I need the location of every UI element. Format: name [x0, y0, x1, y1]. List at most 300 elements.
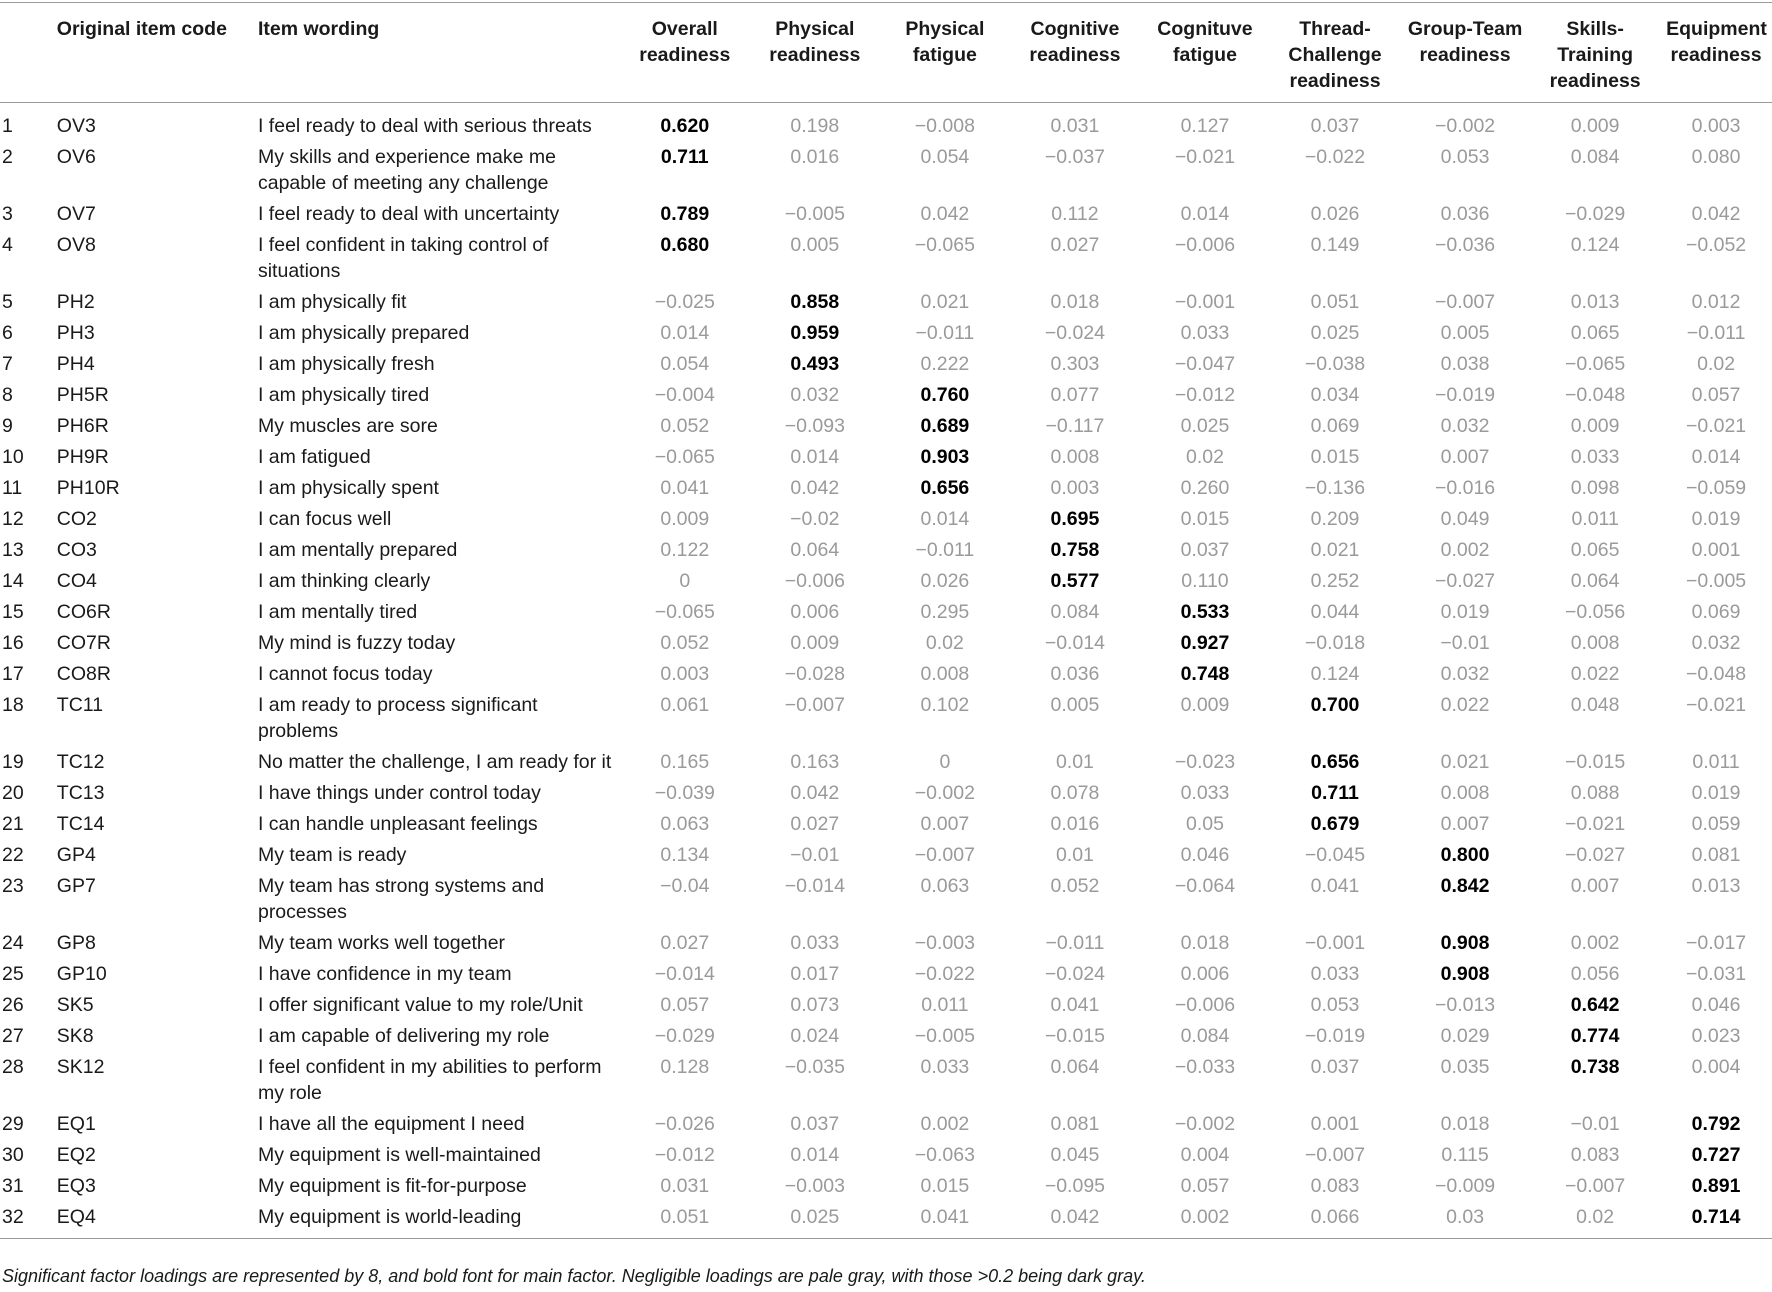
loading-cell: 0.051: [1310, 291, 1360, 313]
loading-cell: 0.011: [1692, 751, 1740, 773]
main-loading-cell: 0.858: [790, 291, 840, 313]
main-loading-cell: 0.789: [660, 203, 710, 225]
loading-cell: 0.033: [790, 932, 840, 954]
row-index: 3: [2, 203, 13, 225]
loading-cell: 0.053: [1440, 146, 1490, 168]
loading-cell: 0.260: [1180, 477, 1230, 499]
table-row: [0, 410, 1772, 441]
table-row: [0, 103, 1772, 142]
header-factor-7: Group-Team readiness: [1400, 3, 1530, 103]
loading-cell: −0.021: [1685, 415, 1747, 437]
item-wording: I cannot focus today: [257, 663, 433, 685]
loading-cell: 0.005: [1440, 322, 1490, 344]
header-index: [0, 3, 51, 103]
loading-cell: 0.003: [1691, 115, 1741, 137]
header-item-code: Original item code: [51, 3, 252, 103]
loading-cell: 0.024: [790, 1025, 840, 1047]
loading-cell: 0.059: [1691, 813, 1741, 835]
loading-cell: 0.088: [1570, 782, 1620, 804]
loading-cell: 0.124: [1310, 663, 1360, 685]
main-loading-cell: 0.620: [660, 115, 710, 137]
loading-cell: 0.007: [1570, 875, 1620, 897]
item-code: GP10: [56, 963, 107, 985]
table-row: [0, 441, 1772, 472]
loading-cell: −0.004: [654, 384, 715, 406]
row-index: 30: [2, 1144, 24, 1166]
item-code: PH5R: [56, 384, 109, 406]
loading-cell: −0.052: [1685, 234, 1747, 256]
loading-cell: 0.057: [660, 994, 710, 1016]
table-row: [0, 348, 1772, 379]
row-index: 29: [2, 1113, 24, 1135]
loading-cell: 0.018: [1050, 291, 1100, 313]
loading-cell: 0.013: [1691, 875, 1741, 897]
loading-cell: 0.032: [1440, 663, 1490, 685]
loading-cell: 0.011: [1571, 508, 1619, 530]
loading-cell: −0.011: [1686, 322, 1746, 344]
loading-cell: 0.014: [920, 508, 970, 530]
loading-cell: −0.029: [1565, 203, 1626, 225]
loading-cell: 0.083: [1570, 1144, 1620, 1166]
loading-cell: −0.002: [1434, 115, 1496, 137]
loading-cell: 0.052: [660, 632, 710, 654]
main-loading-cell: 0.959: [790, 322, 840, 344]
item-wording: I am physically fresh: [257, 353, 435, 375]
loading-cell: −0.031: [1685, 963, 1747, 985]
loading-cell: 0.01: [1055, 751, 1094, 773]
loading-cell: −0.012: [654, 1144, 715, 1166]
loading-cell: −0.013: [1434, 994, 1496, 1016]
loading-cell: 0.065: [1570, 322, 1620, 344]
loading-cell: 0.064: [1050, 1056, 1100, 1078]
loading-cell: −0.045: [1304, 844, 1366, 866]
loading-cell: −0.024: [1044, 963, 1106, 985]
main-loading-cell: 0.738: [1570, 1056, 1620, 1078]
loading-cell: 0.036: [1440, 203, 1490, 225]
loading-cell: 0.033: [1310, 963, 1360, 985]
row-index: 17: [2, 663, 24, 685]
table-row: [0, 1108, 1772, 1139]
main-loading-cell: 0.774: [1570, 1025, 1620, 1047]
item-code: PH3: [56, 322, 95, 344]
loading-cell: 0: [939, 751, 951, 773]
row-index: 1: [2, 115, 13, 137]
item-code: SK8: [56, 1025, 94, 1047]
loading-cell: 0.009: [1570, 115, 1620, 137]
item-wording: I am physically spent: [257, 477, 439, 499]
loading-cell: 0.042: [790, 782, 840, 804]
loading-cell: −0.026: [654, 1113, 715, 1135]
loading-cell: 0: [679, 570, 691, 592]
item-code: GP8: [56, 932, 96, 954]
item-code: PH6R: [56, 415, 109, 437]
loading-cell: 0.198: [790, 115, 840, 137]
loading-cell: 0.008: [920, 663, 970, 685]
loading-cell: −0.059: [1685, 477, 1747, 499]
loading-cell: 0.027: [1050, 234, 1100, 256]
loading-cell: −0.007: [1434, 291, 1496, 313]
loading-cell: −0.048: [1565, 384, 1626, 406]
loading-cell: 0.019: [1691, 508, 1741, 530]
row-index: 28: [2, 1056, 24, 1078]
main-loading-cell: 0.679: [1310, 813, 1360, 835]
loading-cell: −0.027: [1565, 844, 1626, 866]
main-loading-cell: 0.656: [1310, 751, 1360, 773]
table-footnote: Significant factor loadings are represented by 8, and bold font for main factor. Negligible loadings are pale gray, with those >0.2 being dark gray.: [2, 1266, 1146, 1286]
row-index: 21: [2, 813, 24, 835]
loading-cell: −0.007: [914, 844, 975, 866]
loading-cell: 0.069: [1691, 601, 1741, 623]
loading-cell: 0.007: [1440, 446, 1490, 468]
loading-cell: 0.042: [1010, 1201, 1140, 1239]
header-factor-5: Cognituve fatigue: [1140, 3, 1270, 103]
loading-cell: −0.007: [784, 694, 845, 716]
loading-cell: 0.016: [790, 146, 840, 168]
main-loading-cell: 0.800: [1440, 844, 1490, 866]
loading-cell: 0.112: [1051, 203, 1099, 225]
loading-cell: 0.027: [790, 813, 840, 835]
loading-cell: 0.029: [1440, 1025, 1490, 1047]
item-wording: I am fatigued: [257, 446, 371, 468]
loading-cell: 0.165: [660, 751, 710, 773]
row-index: 7: [2, 353, 13, 375]
item-code: GP7: [56, 875, 96, 897]
main-loading-cell: 0.533: [1180, 601, 1230, 623]
loading-cell: 0.009: [660, 508, 710, 530]
main-loading-cell: 0.748: [1180, 663, 1230, 685]
loading-cell: 0.02: [1186, 446, 1224, 468]
table-row: [0, 746, 1772, 777]
loading-cell: 0.045: [1050, 1144, 1100, 1166]
loading-cell: 0.052: [1050, 875, 1100, 897]
loading-cell: −0.023: [1174, 751, 1236, 773]
item-wording: I am physically prepared: [257, 322, 470, 344]
loading-cell: 0.127: [1180, 115, 1230, 137]
loading-cell: 0.037: [1310, 115, 1360, 137]
loading-cell: 0.008: [1440, 782, 1490, 804]
row-index: 14: [2, 570, 24, 592]
loading-cell: 0.03: [1400, 1201, 1530, 1239]
loading-cell: 0.128: [660, 1056, 710, 1078]
loading-cell: 0.012: [1691, 291, 1741, 313]
loading-cell: 0.007: [920, 813, 970, 835]
loading-cell: 0.046: [1180, 844, 1230, 866]
loading-cell: 0.064: [790, 539, 840, 561]
loading-cell: −0.005: [1685, 570, 1747, 592]
loading-cell: 0.038: [1440, 353, 1490, 375]
loading-cell: 0.033: [1180, 322, 1230, 344]
loading-cell: 0.042: [790, 477, 840, 499]
loading-cell: 0.004: [1691, 1056, 1741, 1078]
loading-cell: −0.005: [784, 203, 845, 225]
row-index: 15: [2, 601, 24, 623]
loading-cell: 0.102: [920, 694, 970, 716]
loading-cell: 0.003: [1050, 477, 1100, 499]
loading-cell: 0.005: [790, 234, 840, 256]
row-index: 32: [0, 1201, 51, 1239]
loading-cell: 0.033: [1180, 782, 1230, 804]
loading-cell: 0.02: [925, 632, 964, 654]
loading-cell: −0.006: [784, 570, 845, 592]
loading-cell: 0.303: [1050, 353, 1100, 375]
item-wording: My equipment is fit-for-purpose: [257, 1175, 527, 1197]
loading-cell: 0.019: [1440, 601, 1490, 623]
item-code: CO8R: [56, 663, 111, 685]
loading-cell: 0.015: [1180, 508, 1230, 530]
header-factor-9: Equipment readiness: [1660, 3, 1772, 103]
loading-cell: −0.021: [1685, 694, 1747, 716]
loading-cell: 0.027: [660, 932, 710, 954]
loading-cell: 0.005: [1050, 694, 1100, 716]
item-code: EQ2: [56, 1144, 96, 1166]
loading-cell: −0.037: [1044, 146, 1106, 168]
row-index: 19: [2, 751, 24, 773]
row-index: 26: [2, 994, 24, 1016]
main-loading-cell: 0.903: [920, 446, 970, 468]
loading-cell: 0.042: [1691, 203, 1741, 225]
loading-cell: 0.021: [920, 291, 970, 313]
loading-cell: 0.052: [660, 415, 710, 437]
loading-cell: −0.005: [914, 1025, 975, 1047]
loading-cell: −0.036: [1434, 234, 1496, 256]
item-wording: I feel confident in my abilities to perform my role: [257, 1056, 602, 1104]
loading-cell: 0.014: [660, 322, 710, 344]
loading-cell: −0.018: [1304, 632, 1366, 654]
loading-cell: 0.021: [1440, 751, 1490, 773]
main-loading-cell: 0.493: [790, 353, 840, 375]
table-row: [0, 839, 1772, 870]
loading-cell: −0.065: [654, 601, 715, 623]
table-header: [0, 3, 1772, 103]
table-row: [0, 989, 1772, 1020]
header-factor-1: Overall readiness: [620, 3, 750, 103]
item-wording: I have confidence in my team: [257, 963, 512, 985]
loading-cell: −0.002: [914, 782, 975, 804]
loading-cell: 0.008: [1570, 632, 1620, 654]
loading-cell: 0.041: [880, 1201, 1010, 1239]
loading-cell: 0.014: [790, 1144, 840, 1166]
item-code: PH10R: [56, 477, 120, 499]
table-row: [0, 627, 1772, 658]
loading-cell: 0.041: [1310, 875, 1360, 897]
loading-cell: 0.063: [660, 813, 710, 835]
main-loading-cell: 0.891: [1691, 1175, 1741, 1197]
item-wording: My equipment is world-leading: [252, 1201, 620, 1239]
item-wording: I am physically tired: [257, 384, 430, 406]
item-wording: My team has strong systems and processes: [257, 875, 545, 923]
item-code: EQ4: [51, 1201, 252, 1239]
loading-cell: 0.02: [1530, 1201, 1660, 1239]
loading-cell: −0.022: [1304, 146, 1366, 168]
main-loading-cell: 0.711: [1311, 782, 1359, 804]
item-code: TC13: [56, 782, 105, 804]
main-loading-cell: 0.758: [1050, 539, 1100, 561]
row-index: 27: [2, 1025, 24, 1047]
item-code: CO4: [56, 570, 97, 592]
factor-loadings-table: [0, 2, 1772, 1239]
loading-cell: 0.009: [790, 632, 840, 654]
loading-cell: −0.02: [790, 508, 840, 530]
row-index: 6: [2, 322, 13, 344]
loading-cell: 0.078: [1050, 782, 1100, 804]
loading-cell: 0.084: [1570, 146, 1620, 168]
loading-cell: 0.069: [1310, 415, 1360, 437]
loading-cell: −0.016: [1434, 477, 1496, 499]
item-code: PH2: [56, 291, 95, 313]
loading-cell: 0.222: [920, 353, 970, 375]
loading-cell: 0.115: [1441, 1144, 1489, 1166]
main-loading-cell: 0.642: [1570, 994, 1620, 1016]
item-wording: I am mentally prepared: [257, 539, 458, 561]
loading-cell: −0.021: [1565, 813, 1626, 835]
table-row: [0, 927, 1772, 958]
main-loading-cell: 0.760: [920, 384, 970, 406]
table-row: [0, 596, 1772, 627]
table-row: [0, 1170, 1772, 1201]
loading-cell: 0.124: [1570, 234, 1620, 256]
loading-cell: 0.053: [1310, 994, 1360, 1016]
loading-cell: 0.066: [1270, 1201, 1400, 1239]
header-item-wording: Item wording: [252, 3, 620, 103]
loading-cell: 0.134: [660, 844, 710, 866]
loading-cell: 0.025: [1310, 322, 1360, 344]
loading-cell: 0.056: [1570, 963, 1620, 985]
loading-cell: 0.033: [920, 1056, 970, 1078]
item-code: CO3: [56, 539, 97, 561]
loading-cell: −0.027: [1434, 570, 1496, 592]
item-code: PH4: [56, 353, 95, 375]
loading-cell: 0.007: [1440, 813, 1490, 835]
item-wording: I feel confident in taking control of situations: [257, 234, 549, 282]
item-wording: My team is ready: [257, 844, 407, 866]
item-code: CO6R: [56, 601, 111, 623]
loading-cell: −0.022: [914, 963, 975, 985]
item-wording: I have things under control today: [257, 782, 541, 804]
loading-cell: 0.026: [920, 570, 970, 592]
header-row: [0, 3, 1772, 103]
loading-cell: 0.035: [1440, 1056, 1490, 1078]
loading-cell: −0.048: [1685, 663, 1747, 685]
table-row: [0, 808, 1772, 839]
loading-cell: −0.064: [1174, 875, 1236, 897]
item-wording: My equipment is well-maintained: [257, 1144, 541, 1166]
item-code: TC12: [56, 751, 105, 773]
row-index: 31: [2, 1175, 24, 1197]
main-loading-cell: 0.680: [660, 234, 710, 256]
loading-cell: 0.001: [1691, 539, 1741, 561]
item-wording: I feel ready to deal with uncertainty: [257, 203, 560, 225]
loading-cell: −0.038: [1304, 353, 1366, 375]
item-wording: I can focus well: [257, 508, 392, 530]
item-code: TC11: [56, 694, 104, 716]
loading-cell: 0.041: [660, 477, 710, 499]
row-index: 5: [2, 291, 13, 313]
loading-cell: 0.122: [660, 539, 710, 561]
row-index: 11: [2, 477, 23, 499]
main-loading-cell: 0.727: [1691, 1144, 1741, 1166]
loading-cell: 0.018: [1440, 1113, 1490, 1135]
loading-cell: 0.022: [1570, 663, 1620, 685]
row-index: 20: [2, 782, 24, 804]
loading-cell: 0.084: [1180, 1025, 1230, 1047]
loading-cell: 0.002: [1440, 539, 1490, 561]
loading-cell: −0.008: [914, 115, 975, 137]
row-index: 10: [2, 446, 24, 468]
loading-cell: −0.025: [654, 291, 715, 313]
table-row: [0, 658, 1772, 689]
loading-cell: 0.081: [1050, 1113, 1100, 1135]
loading-cell: 0.057: [1180, 1175, 1230, 1197]
loading-cell: −0.011: [915, 322, 975, 344]
loading-cell: 0.025: [750, 1201, 880, 1239]
loading-cell: 0.149: [1310, 234, 1360, 256]
item-code: OV3: [56, 115, 96, 137]
row-index: 25: [2, 963, 24, 985]
item-wording: I am physically fit: [257, 291, 407, 313]
table-row: [0, 534, 1772, 565]
table-row: [0, 503, 1772, 534]
header-factor-8: Skills-Training readiness: [1530, 3, 1660, 103]
loading-cell: −0.063: [914, 1144, 975, 1166]
main-loading-cell: 0.656: [920, 477, 970, 499]
main-loading-cell: 0.927: [1180, 632, 1230, 654]
loading-cell: −0.039: [654, 782, 715, 804]
loading-cell: 0.004: [1180, 1144, 1230, 1166]
loading-cell: 0.032: [790, 384, 840, 406]
loading-cell: 0.009: [1570, 415, 1620, 437]
table-row: [0, 229, 1772, 286]
loading-cell: −0.047: [1174, 353, 1236, 375]
row-index: 8: [2, 384, 13, 406]
item-code: SK5: [56, 994, 94, 1016]
loading-cell: −0.019: [1434, 384, 1496, 406]
loading-cell: −0.035: [784, 1056, 845, 1078]
loading-cell: −0.028: [784, 663, 845, 685]
header-factor-2: Physical readiness: [750, 3, 880, 103]
table-row: [0, 689, 1772, 746]
loading-cell: 0.002: [1140, 1201, 1270, 1239]
loading-cell: 0.036: [1050, 663, 1100, 685]
loading-cell: −0.056: [1565, 601, 1626, 623]
main-loading-cell: 0.695: [1050, 508, 1100, 530]
row-index: 22: [2, 844, 24, 866]
table-row: [0, 317, 1772, 348]
loading-cell: 0.031: [660, 1175, 710, 1197]
loading-cell: 0.014: [790, 446, 840, 468]
loading-cell: −0.015: [1044, 1025, 1106, 1047]
loading-cell: 0.032: [1440, 415, 1490, 437]
main-loading-cell: 0.577: [1050, 570, 1100, 592]
loading-cell: −0.009: [1434, 1175, 1496, 1197]
loading-cell: 0.018: [1180, 932, 1230, 954]
item-wording: I have all the equipment I need: [257, 1113, 525, 1135]
loading-cell: 0.015: [920, 1175, 970, 1197]
table-row: [0, 1020, 1772, 1051]
loading-cell: 0.003: [660, 663, 710, 685]
item-wording: I am mentally tired: [257, 601, 418, 623]
loading-cell: 0.084: [1050, 601, 1100, 623]
loading-cell: −0.065: [914, 234, 975, 256]
row-index: 24: [2, 932, 24, 954]
loading-cell: −0.01: [790, 844, 840, 866]
loading-cell: −0.015: [1565, 751, 1626, 773]
loading-cell: −0.017: [1685, 932, 1747, 954]
loading-cell: 0.083: [1310, 1175, 1360, 1197]
loading-cell: −0.065: [654, 446, 715, 468]
item-code: GP4: [56, 844, 96, 866]
main-loading-cell: 0.714: [1660, 1201, 1772, 1239]
row-index: 9: [2, 415, 13, 437]
